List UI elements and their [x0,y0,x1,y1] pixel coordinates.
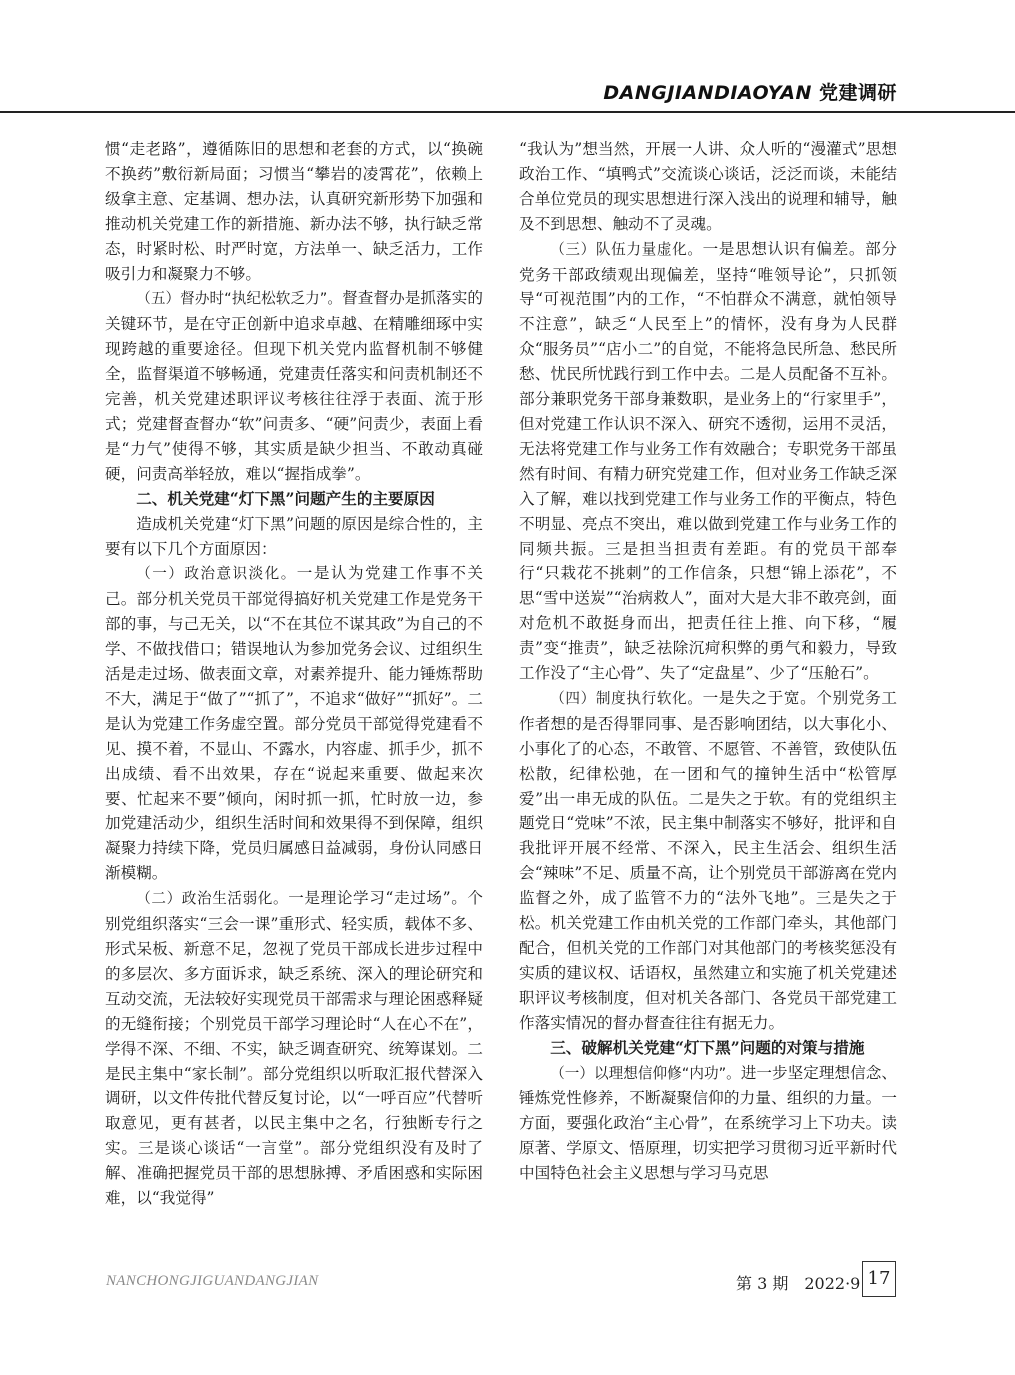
paragraph-lead: （一）以理想信仰修“内功”。 [550,1064,741,1082]
paragraph-body: 一是认为党建工作事不关己。部分机关党员干部觉得搞好机关党建工作是党务干部的事，与己无关，以“不在其位不谋其政”为自己的不学、不做找借口；错误地认为参加党务会议、过组织生活是走过场、做表面文章，对素养提升、能力锤炼帮助不大，满足于“做了”“抓了”，不追求“做好”“抓好”。二是认为党建工作务虚空置。部分党员干部觉得党建看不见、摸不着，不显山、不露水，内容虚、抓手少，抓不出成绩、看不出效果，存在“说起来重要、做起来次要、忙起来不要”倾向，闲时抓一抓，忙时放一边，参加党建活动少，组织生活时间和效果得不到保障，组织凝聚力持续下降，党员归属感日益减弱，身份认同感日渐模糊。 [105,564,483,883]
journal-section-chinese: 党建调研 [818,82,897,104]
page-header [0,0,1015,112]
footer-journal-name: NANCHONGJIGUANDANGJIAN [106,1273,319,1289]
journal-section-title [603,78,897,105]
paragraph [105,561,483,886]
paragraph-body: 督查督办是抓落实的关键环节，是在守正创新中追求卓越、在精雕细琢中实现跨越的重要途径。但现下机关党内监督机制不够健全，监督渠道不够畅通，党建责任落实和问责机制还不完善，机关党建述职评议考核往往浮于表面、流于形式；党建督查督办“软”问责多、“硬”问责少，表面上看是“力气”使得不够，其实质是缺少担当、不敢动真碰硬，问责高举轻放，难以“握指成拳”。 [105,289,483,483]
paragraph [519,686,897,1036]
paragraph-lead: （一）政治意识淡化。 [136,565,297,583]
header-divider [0,111,1015,113]
paragraph: “我认为”想当然，开展一人讲、众人听的“漫灌式”思想政治工作、“填鸭式”交流谈心谈话，泛泛而谈，未能结合单位党员的现实思想进行深入浅出的说理和辅导，触及不到思想、触动不了灵魂。 [519,140,897,233]
journal-section-latin: DANGJIANDIAOYAN [603,82,812,104]
footer-issue-number: 第 3 期 2022·9 [736,1274,861,1293]
left-text-column [105,137,483,1211]
paragraph-body: 一是失之于宽。个别党务工作者想的是否得罪同事、是否影响团结，以大事化小、小事化了的心态，不敢管、不愿管、不善管，致使队伍松散，纪律松弛，在一团和气的撞钟生活中“松管厚爱”出一串无成的队伍。二是失之于软。有的党组织主题党日“党味”不浓，民主集中制落实不够好，批评和自我批评开展不经常、不深入，民主生活会、组织生活会“辣味”不足、质量不高，让个别党员干部游离在党内监督之外，成了监管不力的“法外飞地”。三是失之于松。机关党建工作由机关党的工作部门牵头，其他部门配合，但机关党的工作部门对其他部门的考核奖惩没有实质的建议权、话语权，虽然建立和实施了机关党建述职评议考核制度，但对机关各部门、各党员干部党建工作落实情况的督办督查往往有据无力。 [519,688,897,1032]
paragraph: 惯“走老路”，遵循陈旧的思想和老套的方式，以“换碗不换药”敷衍新局面；习惯当“攀岩的凌霄花”，依赖上级拿主意、定基调、想办法，认真研究新形势下加强和推动机关党建工作的新措施、新办法不够，执行缺乏常态，时紧时松、时严时宽，方法单一、缺乏活力，工作吸引力和凝聚力不够。 [105,140,483,283]
section-heading: 二、机关党建“灯下黑”问题产生的主要原因 [136,488,435,508]
paragraph [105,886,483,1211]
paragraph-body: 进一步坚定理想信念、锤炼党性修养，不断凝聚信仰的力量、组织的力量。一方面，要强化政治“主心骨”，在系统学习上下功夫。读原著、学原文、悟原理，切实把学习贯彻习近平新时代中国特色社会主义思想与学习马克思 [519,1063,897,1183]
paragraph-body: 一是理论学习“走过场”。个别党组织落实“三会一课”重形式、轻实质，载体不多、形式呆板、新意不足，忽视了党员干部成长进步过程中的多层次、多方面诉求，缺乏系统、深入的理论研究和互动交流，无法较好实现党员干部需求与理论困惑释疑的无缝衔接；个别党员干部学习理论时“人在心不在”，学得不深、不细、不实，缺乏调查研究、统筹谋划。二是民主集中“家长制”。部分党组织以听取汇报代替深入调研，以文件传批代替反复讨论，以“一呼百应”代替听取意见，更有甚者，以民主集中之名，行独断专行之实。三是谈心谈话“一言堂”。部分党组织没有及时了解、准确把握党员干部的思想脉搏、矛盾困惑和实际困难，以“我觉得” [105,889,483,1208]
paragraph: 造成机关党建“灯下黑”问题的原因是综合性的，主要有以下几个方面原因： [105,514,483,558]
paragraph-lead: （四）制度执行软化。 [550,689,703,707]
paragraph-lead: （三）队伍力量虚化。 [550,240,703,258]
paragraph-body: 一是思想认识有偏差。部分党务干部政绩观出现偏差，坚持“唯领导论”，只抓领导“可视范围”内的工作，“不怕群众不满意，就怕领导不注意”，缺乏“人民至上”的情怀，没有身为人民群众“服务员”“店小二”的自觉，不能将急民所急、愁民所愁、忧民所忧践行到工作中去。二是人员配备不互补。部分兼职党务干部身兼数职，是业务上的“行家里手”，但对党建工作认识不深入、研究不透彻，运用不灵活，无法将党建工作与业务工作有效融合；专职党务干部虽然有时间、有精力研究党建工作，但对业务工作缺乏深入了解，难以找到党建工作与业务工作的平衡点，特色不明显、亮点不突出，难以做到党建工作与业务工作的同频共振。三是担当担责有差距。有的党员干部奉行“只栽花不挑刺”的工作信条，只想“锦上添花”，不思“雪中送炭”“治病救人”，面对大是大非不敢亮剑，面对危机不敢挺身而出，把责任往上推、向下移，“履责”变“推责”，缺乏祛除沉疴积弊的勇气和毅力，导致工作没了“主心骨”、失了“定盘星”、少了“压舱石”。 [519,239,897,683]
paragraph [519,1061,897,1187]
paragraph [105,286,483,486]
paragraph-lead: （二）政治生活弱化。 [136,890,289,908]
section-heading: 三、破解机关党建“灯下黑”问题的对策与措施 [550,1037,865,1057]
paragraph [519,237,897,686]
page-number: 17 [862,1261,896,1297]
right-text-column [519,137,897,1186]
paragraph-lead: （五）督办时“执纪松软乏力”。 [136,290,343,308]
